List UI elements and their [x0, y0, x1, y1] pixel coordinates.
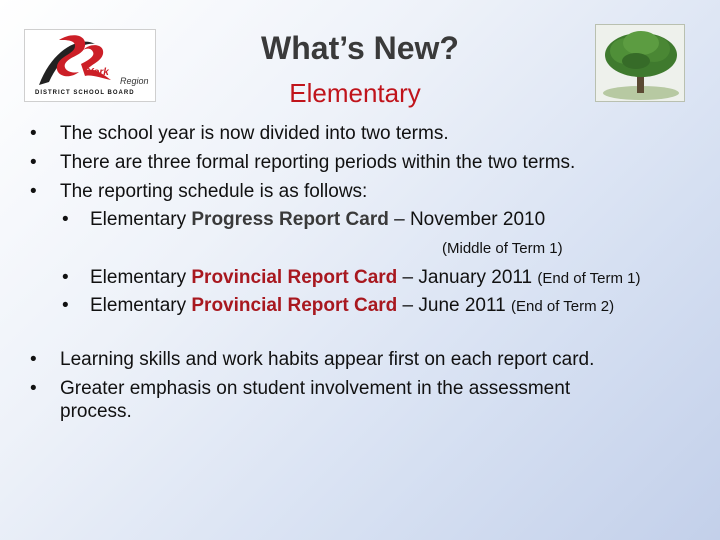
schedule-prefix: Elementary: [90, 209, 192, 230]
logo-word-york: York: [87, 67, 109, 78]
bullet-text: The school year is now divided into two terms.: [60, 123, 449, 144]
logo-board-line: DISTRICT SCHOOL BOARD: [35, 90, 135, 96]
bullet-dot-icon: •: [30, 378, 37, 399]
schedule-prefix: Elementary: [90, 267, 192, 288]
schedule-card-name: Provincial Report Card: [191, 267, 398, 288]
bullet-text: Learning skills and work habits appear first on each report card.: [60, 349, 595, 370]
schedule-prefix: Elementary: [90, 295, 192, 316]
schedule-card-name: Provincial Report Card: [191, 295, 398, 316]
schedule-dash: –: [388, 209, 410, 230]
bullet-dot-icon: •: [30, 152, 37, 173]
bullet-dot-icon: •: [30, 181, 37, 202]
logo-word-region: Region: [120, 76, 149, 86]
schedule-card-name: Progress Report Card: [191, 209, 389, 230]
bullet-text: There are three formal reporting periods within the two terms.: [60, 152, 576, 173]
schedule-line: [90, 208, 545, 232]
bullet-text: Greater emphasis on student involvement in the assessment: [60, 378, 571, 399]
bullet-dot-icon: •: [62, 295, 69, 316]
schedule-date: November 2010: [409, 209, 546, 230]
bullet-text: The reporting schedule is as follows:: [60, 181, 368, 202]
bullet-dot-icon: •: [30, 349, 37, 370]
schedule-line: [90, 266, 641, 291]
schedule-note: (End of Term 2): [511, 298, 615, 315]
bullet-dot-icon: •: [62, 209, 69, 230]
schedule-line: [90, 294, 614, 319]
schedule-date: June 2011: [418, 295, 506, 316]
slide-title: What’s New?: [261, 30, 459, 66]
tree-image: [595, 24, 685, 102]
schedule-dash: –: [397, 267, 419, 288]
schedule-note: (Middle of Term 1): [442, 240, 563, 257]
schedule-note: (End of Term 1): [537, 270, 641, 287]
bullet-dot-icon: •: [62, 267, 69, 288]
schedule-date: January 2011: [418, 267, 533, 288]
schedule-dash: –: [397, 295, 419, 316]
tree-icon: [596, 25, 685, 102]
bullet-text-continued: process.: [60, 401, 132, 422]
bullet-dot-icon: •: [30, 123, 37, 144]
slide-subtitle: Elementary: [289, 78, 421, 108]
